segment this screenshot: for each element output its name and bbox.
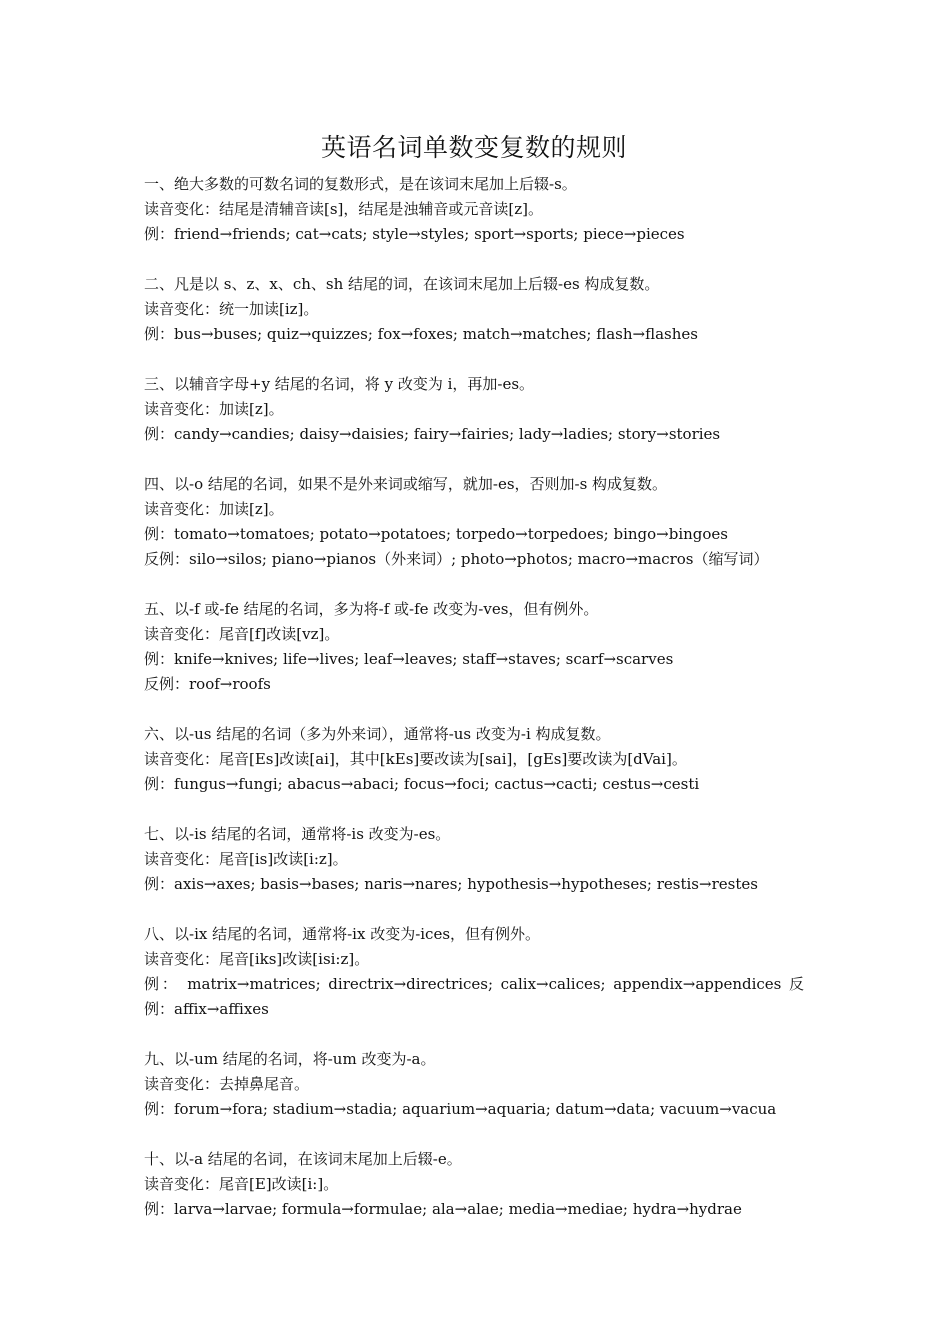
rule-section-9 xyxy=(144,1047,804,1122)
counter-example-text: 反例：roof→roofs xyxy=(144,675,271,693)
page-title: 英语名词单数变复数的规则 xyxy=(320,133,627,162)
document-page xyxy=(144,130,804,1247)
rule-text: 八、以-ix 结尾的名词，通常将-ix 改变为-ices，但有例外。 xyxy=(144,925,541,943)
pronunciation-text: 读音变化：加读[z]。 xyxy=(144,500,284,518)
example-text: 例：candy→candies; daisy→daisies; fairy→fairies; lady→ladies; story→stories xyxy=(144,425,721,443)
example-text: 例：axis→axes; basis→bases; naris→nares; hypothesis→hypotheses; restis→restes xyxy=(144,875,758,893)
pronunciation-text: 读音变化：加读[z]。 xyxy=(144,400,284,418)
example-text: 例：bus→buses; quiz→quizzes; fox→foxes; match→matches; flash→flashes xyxy=(144,325,698,343)
example-text: 例：larva→larvae; formula→formulae; ala→alae; media→mediae; hydra→hydrae xyxy=(144,1200,742,1218)
rule-text: 四、以-o 结尾的名词，如果不是外来词或缩写，就加-es，否则加-s 构成复数。 xyxy=(144,475,668,493)
counter-example-text: 反例：silo→silos; piano→pianos（外来词）; photo→photos; macro→macros（缩写词） xyxy=(144,550,769,568)
rule-text: 五、以-f 或-fe 结尾的名词，多为将-f 或-fe 改变为-ves，但有例外。 xyxy=(144,600,599,618)
rule-text: 十、以-a 结尾的名词，在该词末尾加上后辍-e。 xyxy=(144,1150,462,1168)
rule-section-3 xyxy=(144,372,804,447)
pronunciation-text: 读音变化：统一加读[iz]。 xyxy=(144,300,319,318)
pronunciation-text: 读音变化：尾音[f]改读[vz]。 xyxy=(144,625,340,643)
pronunciation-text: 读音变化：尾音[Es]改读[ai]，其中[kEs]要改读为[sai]，[gEs]要改读为[dVai]。 xyxy=(144,750,687,768)
rule-text: 三、以辅音字母+y 结尾的名词，将 y 改变为 i，再加-es。 xyxy=(144,375,535,393)
rule-section-8 xyxy=(144,922,804,1022)
pronunciation-text: 读音变化：去掉鼻尾音。 xyxy=(144,1075,310,1093)
pronunciation-text: 读音变化：结尾是清辅音读[s]，结尾是浊辅音或元音读[z]。 xyxy=(144,200,544,218)
rule-section-2 xyxy=(144,272,804,347)
rule-section-6 xyxy=(144,722,804,797)
rule-section-7 xyxy=(144,822,804,897)
example-text: 例：knife→knives; life→lives; leaf→leaves; staff→staves; scarf→scarves xyxy=(144,650,674,668)
example-text: 例： matrix→matrices; directrix→directrices; calix→calices; appendix→appendices 反例：affix→affixes xyxy=(144,975,804,1018)
pronunciation-text: 读音变化：尾音[iks]改读[isi:z]。 xyxy=(144,950,370,968)
example-text: 例：forum→fora; stadium→stadia; aquarium→aquaria; datum→data; vacuum→vacua xyxy=(144,1100,777,1118)
pronunciation-text: 读音变化：尾音[E]改读[i:]。 xyxy=(144,1175,339,1193)
rule-text: 一、绝大多数的可数名词的复数形式，是在该词末尾加上后辍-s。 xyxy=(144,175,577,193)
rule-text: 六、以-us 结尾的名词（多为外来词），通常将-us 改变为-i 构成复数。 xyxy=(144,725,611,743)
rule-section-1 xyxy=(144,172,804,247)
example-text: 例：fungus→fungi; abacus→abaci; focus→foci; cactus→cacti; cestus→cesti xyxy=(144,775,700,793)
rule-section-5 xyxy=(144,597,804,697)
rule-text: 七、以-is 结尾的名词，通常将-is 改变为-es。 xyxy=(144,825,451,843)
example-text: 例：tomato→tomatoes; potato→potatoes; torpedo→torpedoes; bingo→bingoes xyxy=(144,525,728,543)
rule-text: 九、以-um 结尾的名词，将-um 改变为-a。 xyxy=(144,1050,436,1068)
pronunciation-text: 读音变化：尾音[is]改读[i:z]。 xyxy=(144,850,348,868)
rule-section-4 xyxy=(144,472,804,572)
rule-section-10 xyxy=(144,1147,804,1222)
rule-text: 二、凡是以 s、z、x、ch、sh 结尾的词，在该词末尾加上后辍-es 构成复数。 xyxy=(144,275,660,293)
example-text: 例：friend→friends; cat→cats; style→styles; sport→sports; piece→pieces xyxy=(144,225,685,243)
